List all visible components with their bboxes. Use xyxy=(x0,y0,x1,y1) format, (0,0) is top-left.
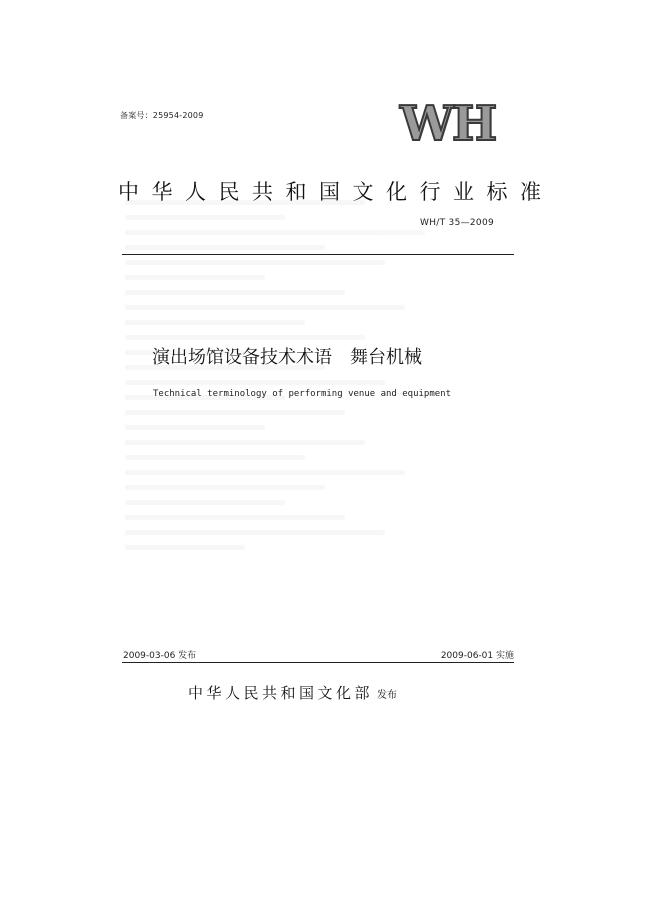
document-title-zh: 演出场馆设备技术术语 舞台机械 xyxy=(152,347,422,368)
issue-date: 2009-03-06 发布 xyxy=(123,651,197,661)
bottom-divider xyxy=(122,662,514,663)
standard-code: WH/T 35—2009 xyxy=(420,218,495,228)
publish-verb: 发布 xyxy=(377,690,398,701)
publisher-name: 中华人民共和国文化部 xyxy=(188,684,374,702)
standard-category-title: 中华人民共和国文化行业标准 xyxy=(118,180,554,204)
record-number: 备案号：25954-2009 xyxy=(120,111,204,120)
bleed-through-texture xyxy=(125,200,525,660)
top-divider xyxy=(122,254,514,255)
implementation-date: 2009-06-01 实施 xyxy=(440,651,514,661)
publisher-line xyxy=(188,682,397,703)
wh-logo: WH xyxy=(400,96,496,152)
document-title-en: Technical terminology of performing venue and equipment xyxy=(153,389,452,399)
